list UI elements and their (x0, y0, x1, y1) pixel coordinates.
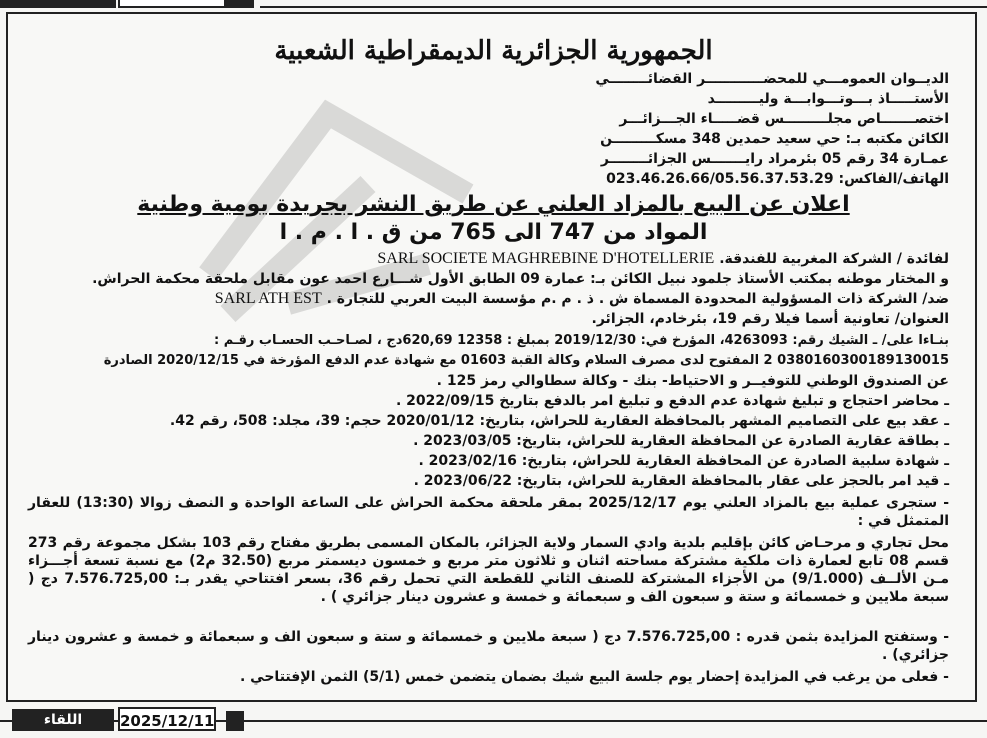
beneficiary-fr: SARL SOCIETE MAGHREBINE D'HOTELLERIE (377, 250, 715, 267)
newspaper-badge: اللقاء (12, 709, 114, 731)
ad-subtitle: المواد من 747 الى 765 من ق . ا . م . ا (279, 220, 708, 245)
ad-title: اعلان عن البيع بالمزاد العلني عن طريق النشر بجريدة يومية وطنية (137, 192, 850, 217)
top-border-line (260, 6, 987, 8)
basis-item-5: ـ قيد امر بالحجز على عقار بالمحافظة العقارية للحراش، بتاريخ: 2023/06/22 . (413, 473, 949, 489)
office-phone: الهاتف/الفاكس: 023.46.26.66/05.56.37.53.29 (606, 171, 949, 187)
bidding-price: - وستفتح المزايدة بثمن قدره : 7.576.725,00 دج ( سبعة ملايين و خمسمائة و ستة و سبعون الف و سبعمائة و خمسة و عشرون دينار جزائري) . (28, 629, 949, 663)
address-line: العنوان/ تعاونية أسما فيلا رقم 19، بئرخادم، الجزائر. (591, 311, 949, 327)
beneficiary-line (377, 250, 949, 268)
publication-date: 2025/12/11 (118, 707, 216, 731)
domicile-line: و المختار موطنه بمكتب الأستاذ جلمود نبيل الكائن بـ: عمارة 09 الطابق الأول شـــارع احمد عون مقابل ملحقة محكمة الحراش. (92, 271, 949, 287)
against-line (215, 290, 949, 308)
top-border-segment (0, 0, 116, 8)
property-description: محل تجاري و مرحـاض كائن بإقليم بلدية وادي السمار ولاية الجزائر، بالمكان المسمى بطريق مفتاح رقم 103 بشكل مجموعة رقم 273 قسم 08 تابع لعمارة ذات ملكية مشتركة مساحته اثنان و ثلاثون متر مربع و خمسون ديسمتر مربع (32.50 م2) مع نسبة تسعة أجـــزاء مـن الألــف (9/1.000) من الأجزاء المشتركة للصنف الثاني للقطعة التي تحمل رقم 36، بسعر افتتاحي يقدر بـ: 7.576.725,00 دج ( سبعة ملايين و خمسمائة و ستة و سبعون الف و سبعمائة و خمسة و عشرون دينار جزائري ) . (28, 535, 950, 605)
basis-item-4: ـ شهادة سلبية الصادرة عن المحافظة العقارية للحراش، بتاريخ: 2023/02/16 . (418, 453, 949, 469)
sale-notice: - ستجرى عملية بيع بالمزاد العلني يوم 2025/12/17 بمقر ملحقة محكمة الحراش على الساعة الواحدة و النصف زوالا (13:30) للعقار المتمثل في : (28, 495, 950, 529)
top-border-segment (226, 0, 254, 8)
office-line-2: الأستـــــاذ بـــوتـــوابـــة وليـــــــــد (707, 91, 949, 107)
deposit-condition: - فعلى من يرغب في المزايدة إحضار يوم جلسة البيع شيك بضمان يتضمن خمس (5/1) الثمن الإفتتاحي . (239, 669, 949, 685)
office-line-4: الكائن مكتبه بـ: حي سعيد حمدين 348 مسكـــــــــن (600, 131, 949, 147)
against-ar: ضد/ الشركة ذات المسؤولية المحدودة المسماة ش . ذ . م .م مؤسسة البيت العربي للتجارة . (326, 291, 949, 307)
basis-item-3: ـ بطاقة عقارية الصادرة عن المحافظة العقارية للحراش، بتاريخ: 2023/03/05 . (413, 433, 949, 449)
footer-bar (0, 702, 987, 738)
republic-title: الجمهورية الجزائرية الديمقراطية الشعبية (274, 36, 713, 66)
basis-line-3: عن الصندوق الوطني للتوفيــر و الاحتياط- بنك - وكالة سطاوالي رمز 125 . (436, 373, 949, 389)
basis-line-2: 0380160300189130015 2 المفتوح لدى مصرف السلام وكالة القبة 01603 مع شهادة عدم الدفع المؤرخة في 2020/12/15 الصادرة (103, 353, 949, 368)
announcement-frame (6, 12, 977, 702)
top-date-stub (118, 0, 226, 8)
basis-line-1: بنـاءا على/ ـ الشيك رقم: 4263093، المؤرخ في: 2019/12/30 بمبلغ : 12358 620,69دج ، لصـاحـب الحسـاب رقـم : (214, 333, 949, 348)
basis-item-1: ـ محاضر احتجاج و تبليغ شهادة عدم الدفع و تبليغ امر بالدفع بتاريخ 2022/09/15 . (395, 393, 949, 409)
basis-item-2: ـ عقد بيع على التصاميم المشهر بالمحافظة العقارية للحراش، بتاريخ: 2020/01/12 حجم: 39، مجلد: 508، رقم 42. (169, 413, 949, 429)
footer-block (226, 711, 244, 731)
top-border-strip (0, 0, 987, 12)
office-line-5: عمـارة 34 رقم 05 بئرمراد رايـــــــس الجزائــــــــر (600, 151, 949, 167)
against-fr: SARL ATH EST (214, 290, 322, 307)
office-line-3: اختصـــــــاص مجلـــــــــس قضـــــاء الجـــزائـــر (619, 111, 949, 127)
office-line-1: الديــوان العمومـــي للمحضــــــــــــر القضائــــــــي (595, 71, 949, 87)
beneficiary-ar: لفائدة / الشركة المغربية للفندقة. (719, 251, 949, 267)
